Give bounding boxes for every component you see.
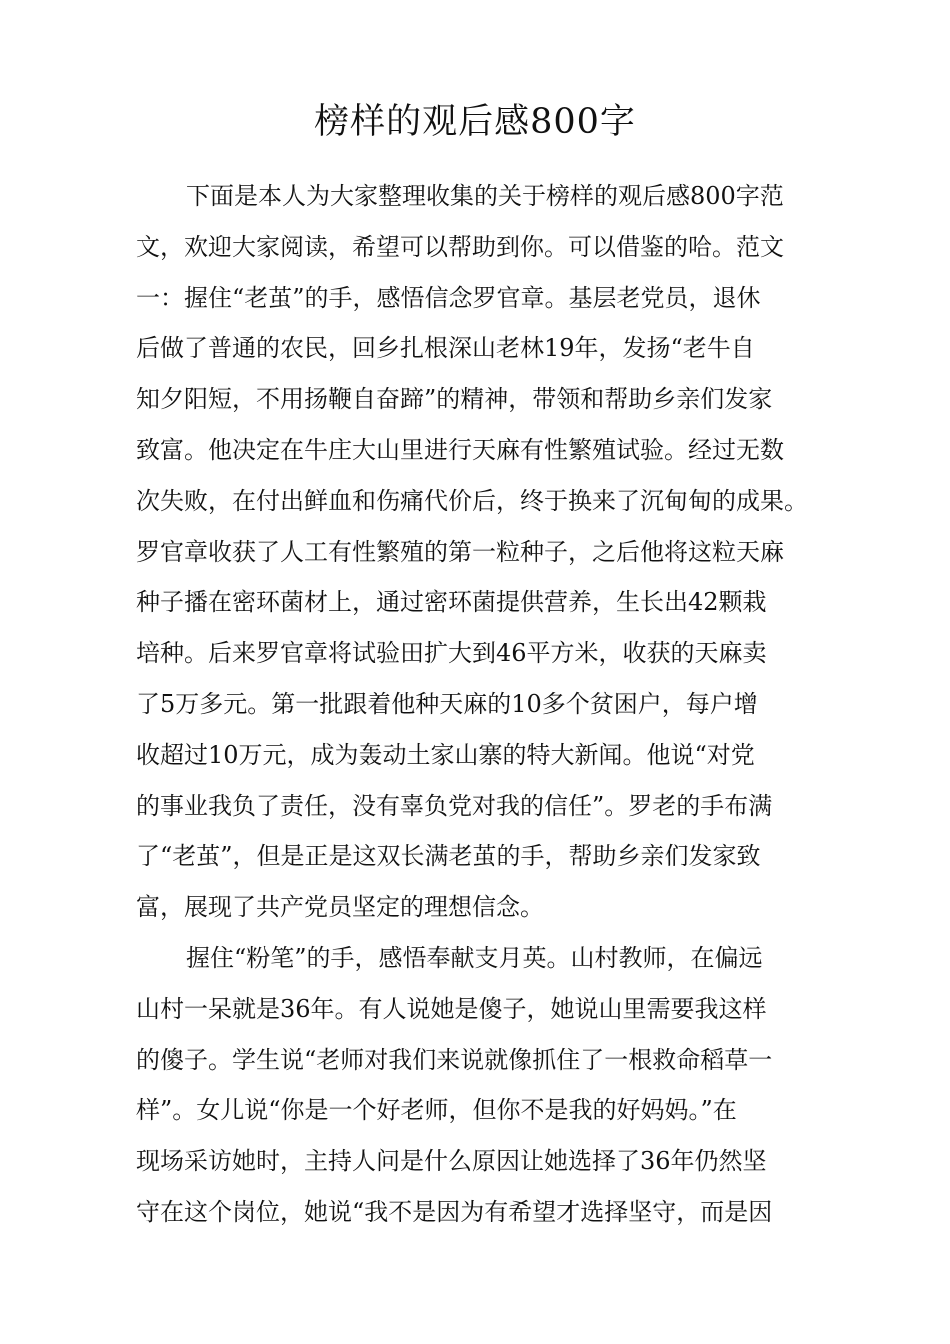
text-line: 知夕阳短，不用扬鞭自奋蹄”的精神，带领和帮助乡亲们发家: [136, 385, 773, 414]
text-line: 样”。女儿说“你是一个好老师，但你不是我的好妈妈。”在: [136, 1096, 737, 1125]
document-body: [136, 171, 848, 1238]
text-line: 罗官章收获了人工有性繁殖的第一粒种子，之后他将这粒天麻: [136, 537, 784, 566]
text-line: 种子播在密环菌材上，通过密环菌提供营养，生长出42颗栽: [136, 588, 767, 617]
text-line: 文，欢迎大家阅读，希望可以帮助到你。可以借鉴的哈。范文: [136, 232, 784, 261]
text-line: 后做了普通的农民，回乡扎根深山老林19年，发扬“老牛自: [136, 334, 755, 363]
text-line: 致富。他决定在牛庄大山里进行天麻有性繁殖试验。经过无数: [136, 435, 784, 464]
text-line: 握住“粉笔”的手，感悟奉献支月英。山村教师，在偏远: [186, 943, 763, 972]
text-line: 了“老茧”，但是正是这双长满老茧的手，帮助乡亲们发家致: [136, 842, 761, 871]
text-line: 次失败，在付出鲜血和伤痛代价后，终于换来了沉甸甸的成果。: [136, 486, 808, 515]
text-line: 下面是本人为大家整理收集的关于榜样的观后感800字范: [186, 182, 784, 210]
text-line: 山村一呆就是36年。有人说她是傻子，她说山里需要我这样: [136, 994, 767, 1023]
text-line: 了5万多元。第一批跟着他种天麻的10多个贫困户，每户增: [136, 689, 758, 718]
text-line: 的事业我负了责任，没有辜负党对我的信任”。罗老的手布满: [136, 791, 773, 820]
text-line: 培种。后来罗官章将试验田扩大到46平方米，收获的天麻卖: [136, 639, 767, 668]
text-line: 现场采访她时，主持人问是什么原因让她选择了36年仍然坚: [136, 1147, 767, 1176]
document-title: 榜样的观后感800字: [314, 102, 636, 142]
text-line: 富，展现了共产党员坚定的理想信念。: [136, 893, 544, 922]
text-line: 收超过10万元，成为轰动土家山寨的特大新闻。他说“对党: [136, 740, 755, 769]
text-line: 一：握住“老茧”的手，感悟信念罗官章。基层老党员，退休: [136, 283, 761, 312]
text-line: 的傻子。学生说“老师对我们来说就像抓住了一根救命稻草一: [136, 1045, 773, 1074]
text-line: 守在这个岗位，她说“我不是因为有希望才选择坚守，而是因: [136, 1197, 773, 1226]
